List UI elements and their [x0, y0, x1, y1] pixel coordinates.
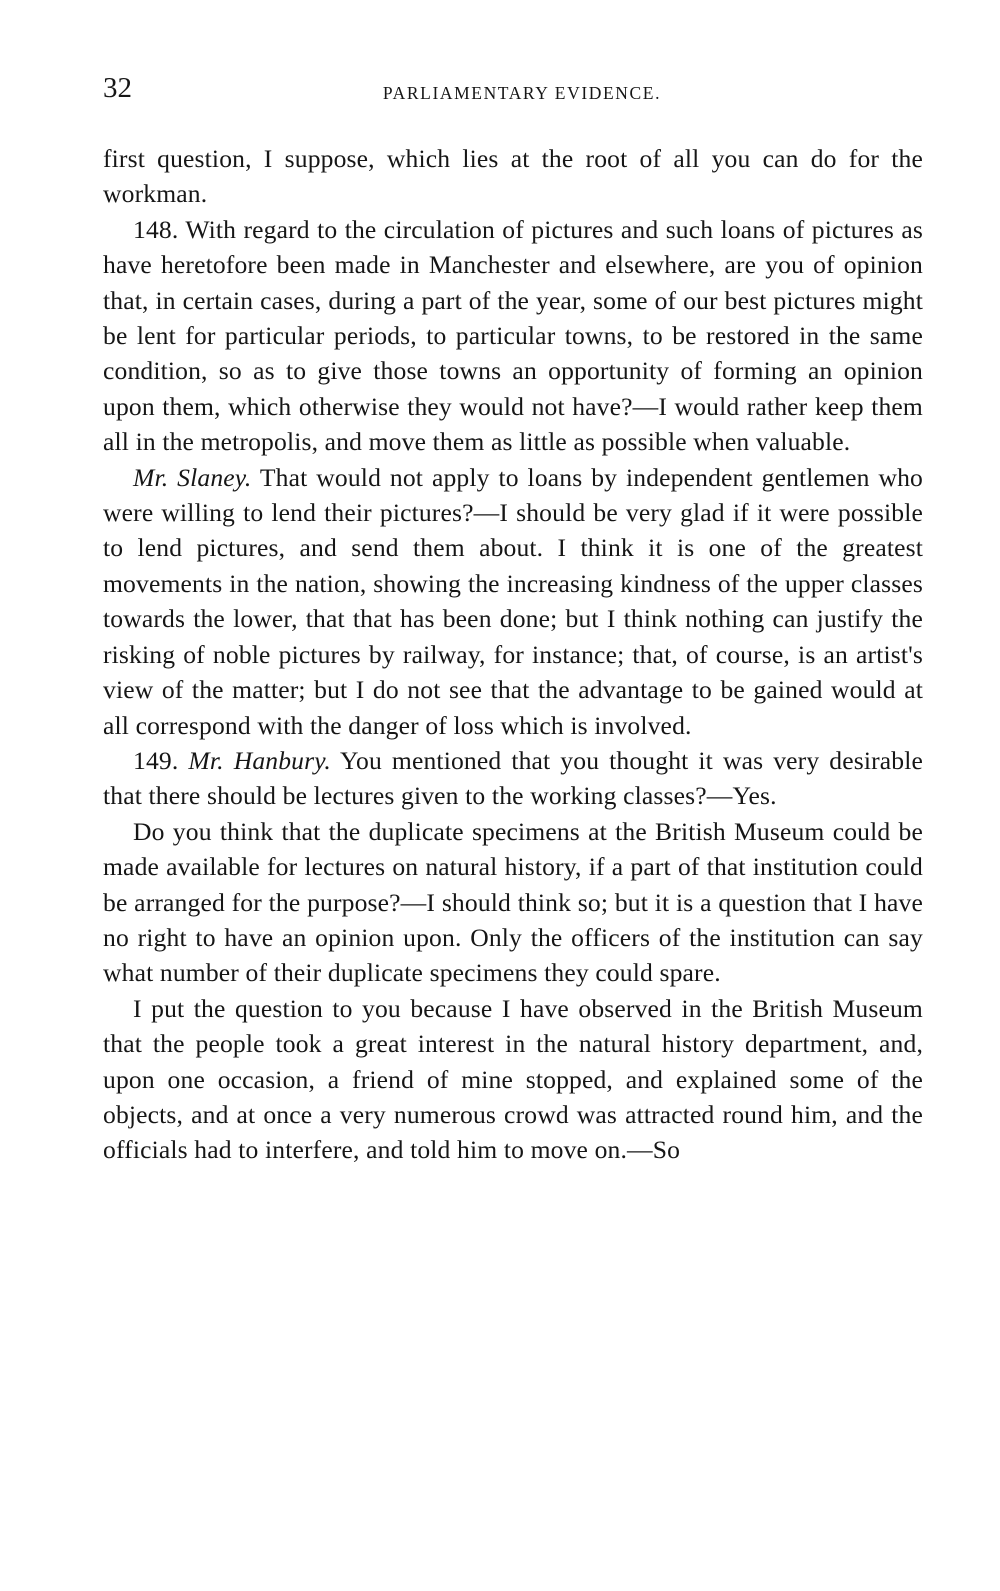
paragraph-text: You mentioned that you thought it was very desirable that there should be lectures given to the working classes?—Yes.	[103, 745, 924, 811]
paragraph-british-museum	[103, 991, 923, 1168]
speaker-name: Mr. Hanbury.	[188, 745, 331, 775]
paragraph-mr-slaney	[103, 460, 923, 743]
header-title: PARLIAMENTARY EVIDENCE.	[382, 83, 662, 103]
paragraph-text: That would not apply to loans by independent gentlemen who were willing to lend their pictures?—I should be very glad if it were possible to lend pictures, and send them about. I think it is one of the greatest movements in the nation, showing the increasing kindness of the upper classes towards the lower, that that has been done; but I think nothing can justify the risking of noble pictures by railway, for instance; that, of course, is an artist's view of the matter; but I do not see that the advantage to be gained would at all correspond with the danger of loss which is involved.	[103, 462, 923, 740]
paragraph-text: 148. With regard to the circulation of pictures and such loans of pictures as have heretofore been made in Manchester and elsewhere, are you of opinion that, in certain cases, during a part of the year, some of our best pictures might be lent for particular periods, to particular towns, to be restored in the same condition, so as to give those towns an opportunity of forming an opinion upon them, which otherwise they would not have?—I would rather keep them all in the metropolis, and move them as little as possible when valuable.	[103, 214, 923, 457]
speaker-name: Mr. Slaney.	[133, 462, 252, 492]
paragraph-continuation	[103, 141, 923, 212]
question-number: 149.	[133, 745, 189, 775]
paragraph-text: Do you think that the duplicate specimens at the British Museum could be made available for lectures on natural history, if a part of that institution could be arranged for the purpose?—I should think so; but it is a question that I have no right to have an opinion upon. Only the officers of the institution can say what number of their duplicate specimens they could spare.	[103, 816, 923, 988]
body-text	[103, 141, 923, 1168]
paragraph-question-148	[103, 212, 923, 460]
running-head	[103, 68, 923, 108]
paragraph-text: first question, I suppose, which lies at the root of all you can do for the workman.	[103, 144, 923, 209]
paragraph-question-149	[103, 743, 923, 814]
page-number: 32	[103, 72, 132, 104]
paragraph-text: I put the question to you because I have observed in the British Museum that the people took a great interest in the natural history department, and, upon one occasion, a friend of mine stopped, and explained some of the objects, and at once a very numerous crowd was attracted round him, and the officials had to interfere, and told him to move on.—So	[103, 993, 923, 1165]
paragraph-duplicate-specimens	[103, 814, 923, 991]
